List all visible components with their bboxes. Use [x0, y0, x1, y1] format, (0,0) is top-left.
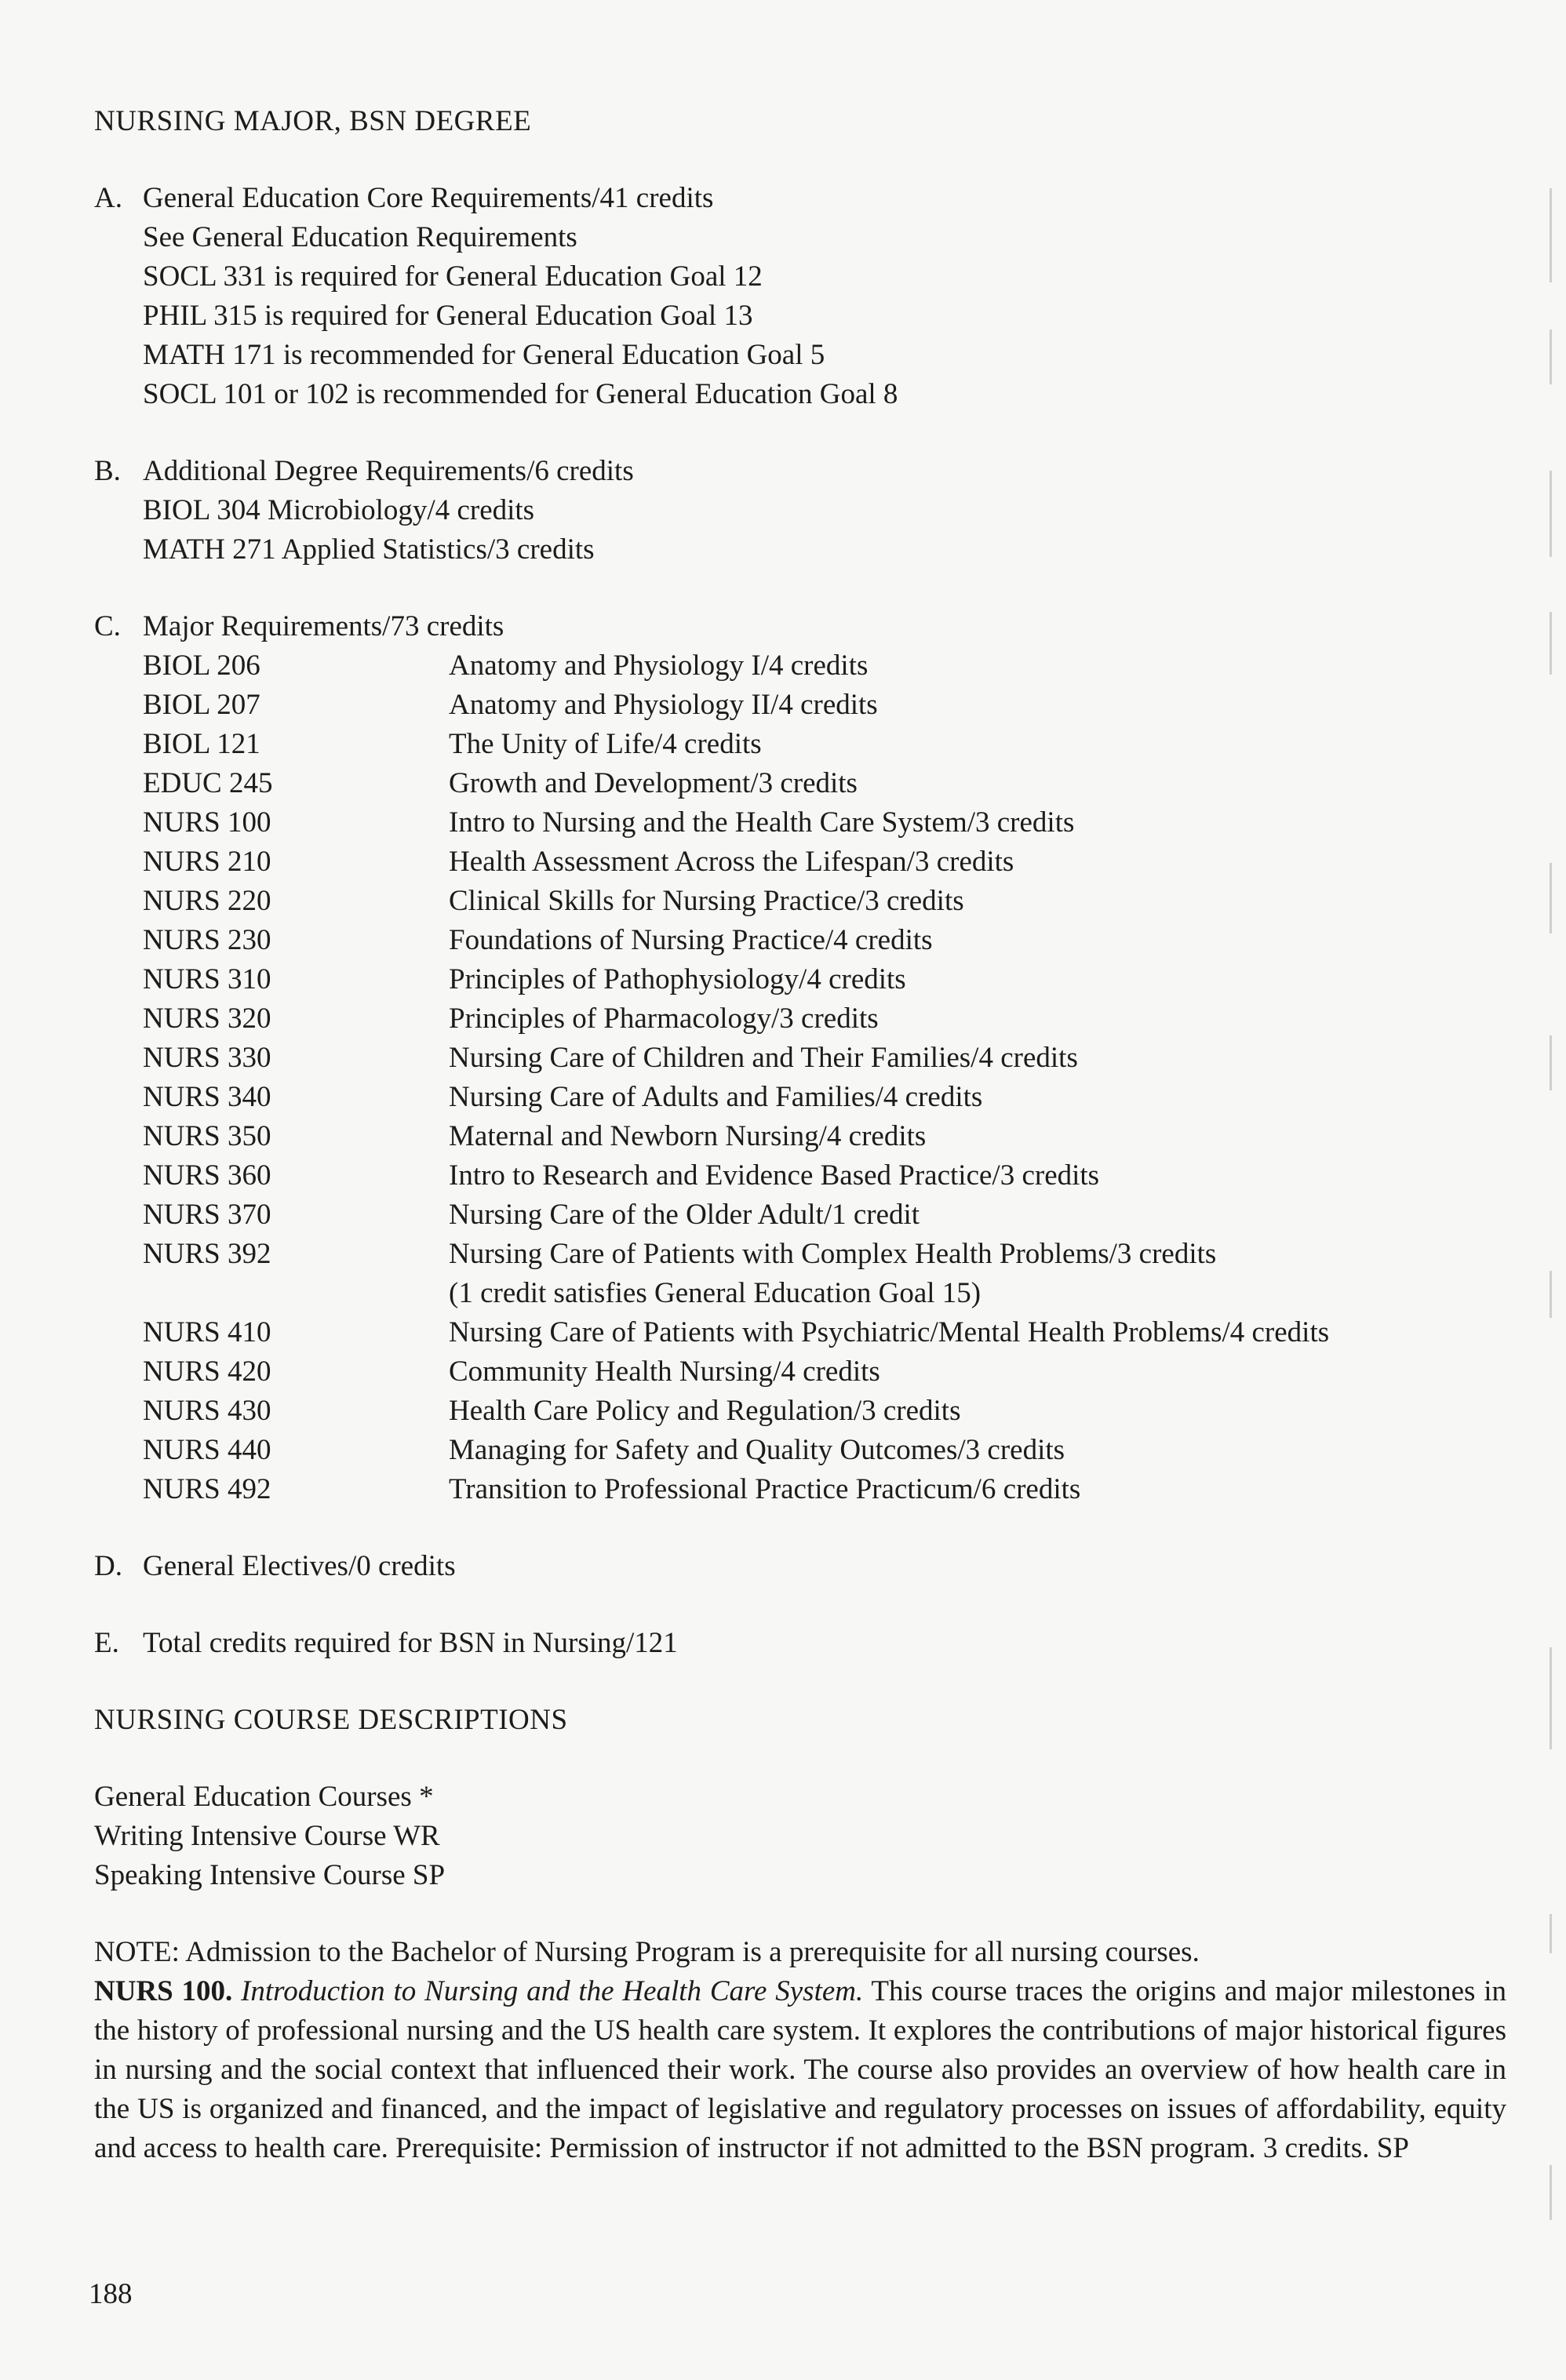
course-title: Clinical Skills for Nursing Practice/3 credits: [449, 885, 964, 917]
course-code: BIOL 121: [143, 728, 260, 760]
description-text: This course traces the origins and major milestones in the history of professional nursing and the US health care system. It explores the contributions of major historical figures in nursing and the social context that influenced their work. The course also provides an overview of how health care in the US is organized and financed, and the impact of legislative and regulatory processes on issues of affordability, equity and access to health care. Prerequisite: Permission of instructor if not admitted to the BSN program. 3 credits. SP: [94, 1975, 1507, 2164]
course-title: Principles of Pharmacology/3 credits: [449, 1003, 879, 1035]
course-title: Nursing Care of Children and Their Families/4 credits: [449, 1042, 1078, 1074]
course-row: [143, 803, 1506, 842]
course-code: NURS 430: [143, 1395, 271, 1427]
course-row: [143, 725, 1506, 764]
course-description: [94, 1972, 1506, 2168]
legend-item: Speaking Intensive Course SP: [94, 1859, 446, 1891]
course-row: [143, 1392, 1506, 1431]
requirement-line: SOCL 101 or 102 is recommended for General Education Goal 8: [143, 378, 898, 410]
requirement-line: See General Education Requirements: [143, 221, 577, 253]
requirement-line: BIOL 304 Microbiology/4 credits: [143, 494, 535, 526]
section-d: [94, 1547, 1506, 1586]
course-list: [143, 646, 1506, 1509]
section-letter: B.: [94, 455, 121, 487]
scan-edge-mark: [1550, 863, 1552, 933]
requirement-line: PHIL 315 is required for General Education Goal 13: [143, 300, 753, 332]
scan-edge-mark: [1550, 471, 1552, 557]
course-code: NURS 310: [143, 963, 271, 995]
course-code: NURS 360: [143, 1159, 271, 1192]
course-row: [143, 882, 1506, 921]
course-row: [143, 1431, 1506, 1470]
legend-item: General Education Courses *: [94, 1781, 434, 1813]
course-code: NURS 320: [143, 1003, 271, 1035]
course-title: Managing for Safety and Quality Outcomes/3 credits: [449, 1434, 1065, 1466]
section-e: [94, 1624, 1506, 1663]
course-title: Nursing Care of Adults and Families/4 credits: [449, 1081, 983, 1113]
section-title: Additional Degree Requirements/6 credits: [143, 455, 634, 487]
course-row: [143, 921, 1506, 960]
scan-edge-mark: [1550, 1271, 1552, 1318]
course-title: Nursing Care of the Older Adult/1 credit: [449, 1199, 920, 1231]
course-row: [143, 960, 1506, 999]
admission-note: NOTE: Admission to the Bachelor of Nursing Program is a prerequisite for all nursing courses.: [94, 1936, 1200, 1968]
section-letter: D.: [94, 1550, 122, 1582]
course-title: Foundations of Nursing Practice/4 credits: [449, 924, 933, 956]
course-row: [143, 686, 1506, 725]
course-code: NURS 210: [143, 846, 271, 878]
course-row: [143, 1470, 1506, 1509]
major-title: NURSING MAJOR, BSN DEGREE: [94, 105, 532, 137]
course-code: NURS 420: [143, 1356, 271, 1388]
course-row: [143, 764, 1506, 803]
course-row: [143, 1039, 1506, 1078]
page-number: 188: [89, 2278, 133, 2310]
course-row: [143, 1078, 1506, 1117]
course-code: NURS 492: [143, 1473, 271, 1505]
course-row: [143, 1195, 1506, 1235]
course-code: NURS 440: [143, 1434, 271, 1466]
course-code: EDUC 245: [143, 767, 273, 799]
section-title: General Electives/0 credits: [143, 1550, 456, 1582]
legend-item: Writing Intensive Course WR: [94, 1820, 440, 1852]
requirement-line: MATH 271 Applied Statistics/3 credits: [143, 533, 595, 566]
course-row: [143, 999, 1506, 1039]
course-code: NURS 340: [143, 1081, 271, 1113]
description-code: NURS 100.: [94, 1975, 233, 2007]
course-title: Community Health Nursing/4 credits: [449, 1356, 880, 1388]
course-title: Intro to Nursing and the Health Care System/3 credits: [449, 806, 1075, 839]
course-row: [143, 1117, 1506, 1156]
section-letter: C.: [94, 610, 121, 642]
scan-edge-mark: [1550, 188, 1552, 282]
scan-edge-mark: [1550, 1914, 1552, 1953]
course-row: [143, 1156, 1506, 1195]
course-title: Maternal and Newborn Nursing/4 credits: [449, 1120, 927, 1152]
course-row: [143, 842, 1506, 882]
requirement-line: SOCL 331 is required for General Education Goal 12: [143, 260, 763, 293]
course-title: Nursing Care of Patients with Complex Health Problems/3 credits: [449, 1238, 1217, 1270]
course-row: [143, 1352, 1506, 1392]
section-title: Major Requirements/73 credits: [143, 610, 504, 642]
course-code: NURS 410: [143, 1316, 271, 1348]
course-title: Health Care Policy and Regulation/3 credits: [449, 1395, 961, 1427]
section-title: Total credits required for BSN in Nursing/121: [143, 1627, 678, 1659]
course-code: BIOL 206: [143, 650, 260, 682]
section-c: [94, 607, 1506, 1509]
course-row: [143, 1235, 1506, 1313]
course-code: NURS 100: [143, 806, 271, 839]
catalog-page: [94, 102, 1506, 2168]
scan-edge-mark: [1550, 612, 1552, 675]
section-b: [94, 452, 1506, 570]
course-code: BIOL 207: [143, 689, 260, 721]
course-title: Health Assessment Across the Lifespan/3 credits: [449, 846, 1014, 878]
course-code: NURS 230: [143, 924, 271, 956]
course-title: Growth and Development/3 credits: [449, 767, 858, 799]
course-row: [143, 646, 1506, 686]
course-title: Principles of Pathophysiology/4 credits: [449, 963, 906, 995]
scan-edge-mark: [1550, 2165, 1552, 2220]
course-title: Intro to Research and Evidence Based Practice/3 credits: [449, 1159, 1100, 1192]
section-letter: A.: [94, 182, 122, 214]
course-title: Anatomy and Physiology II/4 credits: [449, 689, 878, 721]
requirement-line: MATH 171 is recommended for General Education Goal 5: [143, 339, 825, 371]
scan-edge-mark: [1550, 329, 1552, 384]
section-letter: E.: [94, 1627, 119, 1659]
section-title: General Education Core Requirements/41 credits: [143, 182, 714, 214]
scan-edge-mark: [1550, 1035, 1552, 1090]
course-code: NURS 392: [143, 1238, 271, 1270]
course-code: NURS 370: [143, 1199, 271, 1231]
legend: [94, 1778, 1506, 1895]
course-title: Transition to Professional Practice Practicum/6 credits: [449, 1473, 1081, 1505]
course-title: The Unity of Life/4 credits: [449, 728, 762, 760]
course-code: NURS 350: [143, 1120, 271, 1152]
course-title: Anatomy and Physiology I/4 credits: [449, 650, 869, 682]
section-a: [94, 179, 1506, 414]
descriptions-title: NURSING COURSE DESCRIPTIONS: [94, 1704, 568, 1736]
course-note: (1 credit satisfies General Education Goal 15): [449, 1277, 981, 1309]
description-title: Introduction to Nursing and the Health Care System.: [241, 1975, 864, 2007]
course-row: [143, 1313, 1506, 1352]
course-code: NURS 220: [143, 885, 271, 917]
course-code: NURS 330: [143, 1042, 271, 1074]
scan-edge-mark: [1550, 1647, 1552, 1749]
course-title: Nursing Care of Patients with Psychiatric/Mental Health Problems/4 credits: [449, 1316, 1330, 1348]
